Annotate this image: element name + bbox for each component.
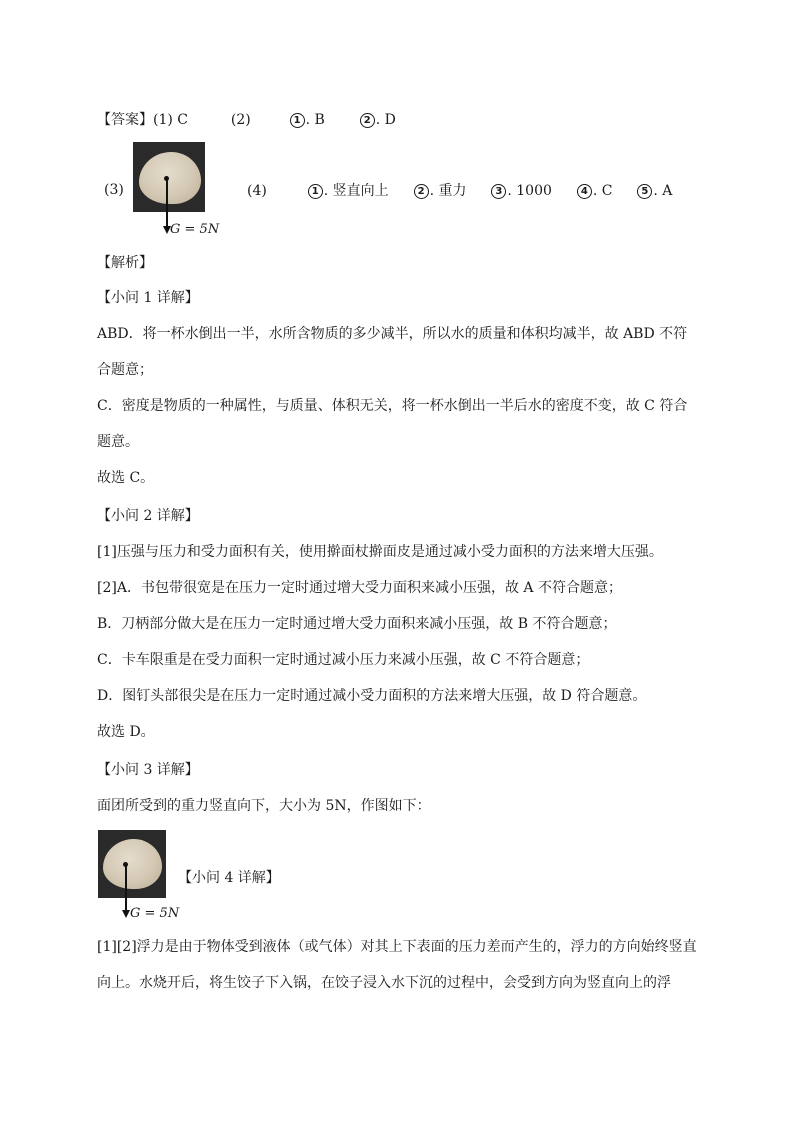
dough-photo <box>133 142 205 212</box>
section-4-line-2: 向上。水烧开后，将生饺子下入锅，在饺子浸入水下沉的过程中，会受到方向为竖直向上的浮 <box>97 975 671 991</box>
answer-q4-item-1: 1 . 竖直向上 <box>308 181 389 201</box>
answer-label: 【答案】 <box>97 112 153 128</box>
section-2-line-5: D．图钉头部很尖是在压力一定时通过减小受力面积的方法来增大压强，故 D 符合题意。 <box>97 688 647 704</box>
answer-q2-prefix: (2) <box>230 112 251 128</box>
answer-q4-item-5: 5 . A <box>637 181 672 201</box>
section-2-title: 【小问 2 详解】 <box>97 508 199 524</box>
section-3-title: 【小问 3 详解】 <box>97 762 199 778</box>
force-label: G = 5N <box>130 906 180 921</box>
circled-number-icon: 1 <box>290 113 305 128</box>
answer-q4-prefix: (4) <box>247 183 267 199</box>
section-4-line-1: [1][2]浮力是由于物体受到液体（或气体）对其上下表面的压力差而产生的，浮力的方向始终竖直 <box>97 939 697 955</box>
section-1-line-4: 题意。 <box>97 434 139 450</box>
section-1-line-1: ABD．将一杯水倒出一半，水所含物质的多少减半，所以水的质量和体积均减半，故 ABD 不符 <box>97 326 688 342</box>
section-2-line-4: C．卡车限重是在受力面积一定时通过减小压力来减小压强，故 C 不符合题意； <box>97 652 590 668</box>
answer-q4-line <box>247 181 672 201</box>
circled-number-icon: 2 <box>414 184 429 199</box>
dough-force-figure-1 <box>133 142 243 238</box>
answer-line <box>97 110 396 130</box>
gravity-arrow-line <box>125 865 127 912</box>
circled-number-icon: 3 <box>491 184 506 199</box>
answer-q4-item-4: 4 . C <box>577 181 613 201</box>
answer-q2-item-2: 2 . D <box>360 110 396 130</box>
answer-q1: (1) C <box>153 112 188 128</box>
section-1-line-2: 合题意； <box>97 362 153 378</box>
section-3-line-1: 面团所受到的重力竖直向下，大小为 5N，作图如下： <box>97 798 431 814</box>
answer-q4-item-3: 3 . 1000 <box>491 181 552 201</box>
dough-image <box>103 839 162 889</box>
circled-number-icon: 2 <box>360 113 375 128</box>
answer-q2-item-1: 1 . B <box>290 110 325 130</box>
circled-number-icon: 1 <box>308 184 323 199</box>
section-2-line-1: [1]压强与压力和受力面积有关，使用擀面杖擀面皮是通过减小受力面积的方法来增大压强。 <box>97 544 663 560</box>
gravity-arrow-line <box>166 179 168 227</box>
dough-image <box>139 152 201 204</box>
analysis-label: 【解析】 <box>97 255 153 271</box>
answer-q4-item-2: 2 . 重力 <box>414 181 467 201</box>
force-label: G = 5N <box>170 222 220 237</box>
dough-photo <box>98 830 166 898</box>
section-2-line-2: [2]A．书包带很宽是在压力一定时通过增大受力面积来减小压强，故 A 不符合题意； <box>97 580 622 596</box>
section-2-line-3: B．刀柄部分做大是在压力一定时通过增大受力面积来减小压强，故 B 不符合题意； <box>97 616 617 632</box>
arrow-down-icon <box>122 910 130 918</box>
answer-q3-prefix: (3) <box>104 182 124 198</box>
section-4-title: 【小问 4 详解】 <box>178 870 280 886</box>
section-1-choice: 故选 C。 <box>97 470 155 486</box>
circled-number-icon: 4 <box>577 184 592 199</box>
section-1-title: 【小问 1 详解】 <box>97 290 199 306</box>
circled-number-icon: 5 <box>637 184 652 199</box>
section-2-choice: 故选 D。 <box>97 724 155 740</box>
section-1-line-3: C．密度是物质的一种属性，与质量、体积无关，将一杯水倒出一半后水的密度不变，故 C 符合 <box>97 398 688 414</box>
